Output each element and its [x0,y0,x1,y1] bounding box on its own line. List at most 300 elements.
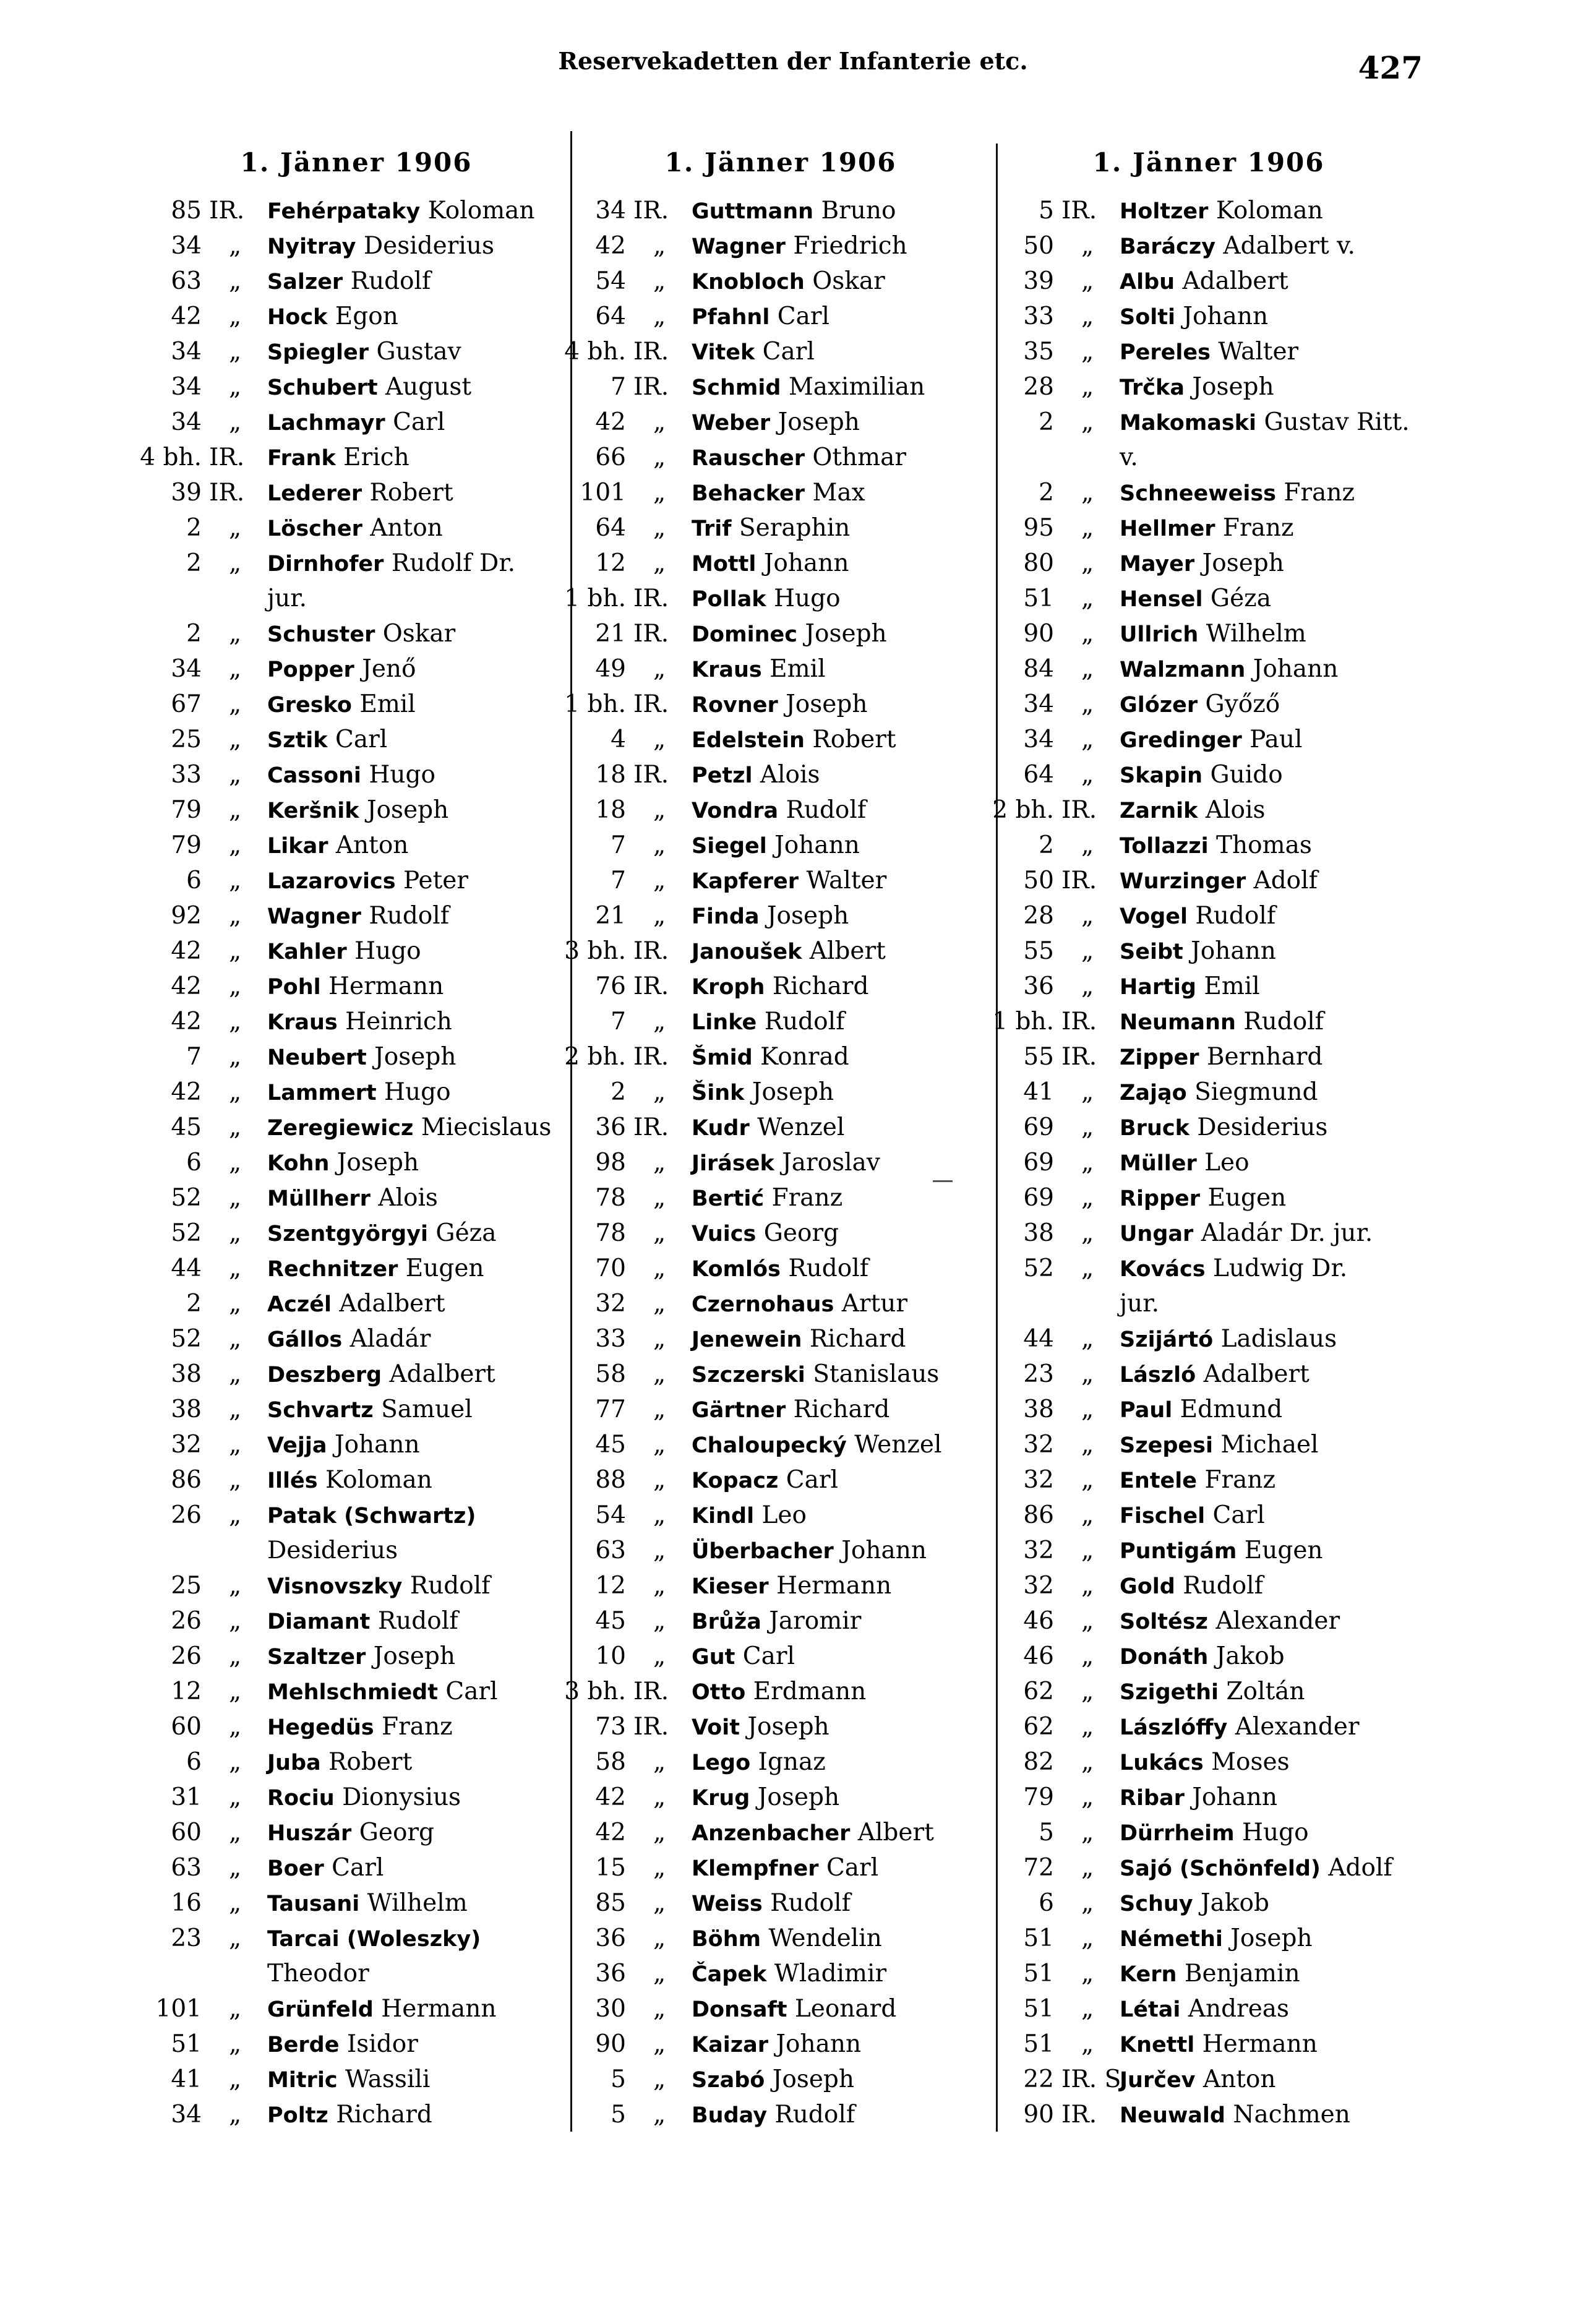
surname: Kopacz [692,1469,779,1493]
given-name: Desiderius [1197,1113,1328,1141]
surname: Czernohaus [692,1292,834,1317]
given-name: Siegmund [1194,1078,1318,1106]
ditto-mark: „ [229,761,242,789]
cadet-name [692,792,866,829]
given-name: Paul [1250,726,1303,753]
list-item [564,1180,997,1216]
entry-list [992,193,1425,2132]
unit-abbreviation: IR. [633,690,669,718]
ditto-mark: „ [1081,1113,1094,1141]
surname: Lászlóffy [1120,1715,1228,1740]
given-name: v. [1120,444,1138,471]
ditto-mark: „ [1081,302,1094,330]
list-item [992,1462,1425,1498]
unit-abbreviation: IR. [633,761,669,789]
ditto-mark: „ [653,1431,666,1459]
list-item [992,1180,1425,1216]
ditto-mark: „ [229,1254,242,1282]
ditto-mark: „ [653,1854,666,1882]
ditto-mark: „ [653,514,666,542]
surname: Kaizar [692,2033,768,2057]
given-name: Rudolf [350,267,431,295]
given-name: Gustav [376,338,461,366]
regiment-number: 50 [1023,867,1054,894]
ditto-mark: „ [1081,479,1094,507]
ditto-mark: „ [229,373,242,401]
unit-abbreviation: IR. [633,585,669,612]
surname: Entele [1120,1469,1198,1493]
list-item [992,1709,1425,1744]
surname: Wagner [267,904,361,929]
given-name: Carl [332,1854,384,1882]
regiment-number: 32 [1023,1537,1054,1564]
ditto-mark: „ [1081,585,1094,612]
list-item [992,1392,1425,1427]
regiment-number: 5 [1039,197,1054,225]
unit-abbreviation: IR. [633,197,669,225]
surname: Lukács [1120,1751,1204,1775]
regiment-number: 66 [595,444,626,471]
regiment-number: 3 bh. [564,937,626,965]
ditto-mark: „ [653,1960,666,1987]
regiment-number: 70 [595,1254,626,1282]
regiment-number: 23 [171,1924,202,1952]
regiment-number: 6 [186,1748,202,1776]
regiment-number: 52 [1023,1254,1054,1282]
list-item [564,299,997,334]
regiment-number: 54 [595,267,626,295]
surname: Hock [267,305,328,330]
regiment-number: 15 [595,1854,626,1882]
ditto-mark: „ [229,1819,242,1846]
surname: Visnovszky [267,1574,403,1599]
regiment-number: 50 [1023,232,1054,260]
cadet-name [692,1603,861,1640]
list-item [992,1921,1425,1956]
list-item [564,475,997,510]
given-name: Rudolf [770,1889,851,1917]
unit-abbreviation: IR. [633,338,669,366]
cadet-name [267,1180,438,1217]
list-item [992,898,1425,933]
cadet-name [267,1427,420,1464]
list-item [564,440,997,475]
ditto-mark: „ [653,2101,666,2129]
surname: Paul [1120,1398,1173,1423]
surname: Zająo [1120,1081,1187,1105]
cadet-name [692,369,925,406]
list-item [564,1110,997,1145]
list-item [140,1956,573,1991]
given-name: Othmar [812,444,907,471]
cadet-name [692,2026,861,2063]
surname: Mottl [692,552,757,577]
regiment-number: 7 [611,831,626,859]
ditto-mark: „ [1081,1889,1094,1917]
cadet-name [1120,651,1338,688]
surname: Vogel [1120,904,1188,929]
surname: Zarnik [1120,799,1198,823]
regiment-number: 2 [186,1290,202,1318]
list-item [564,1357,997,1392]
given-name: Joseph [374,1043,457,1071]
given-name: August [385,373,472,401]
cadet-name [692,2062,854,2098]
list-item [140,828,573,863]
cadet-name [267,581,307,616]
cadet-name [1120,1392,1282,1428]
surname: Löscher [267,517,362,541]
cadet-name [267,1568,491,1605]
given-name: Hugo [354,937,421,965]
ditto-mark: „ [653,1642,666,1670]
regiment-number: 30 [595,1995,626,2023]
list-item [140,1427,573,1462]
ditto-mark: „ [1081,1219,1094,1247]
surname: Fischel [1120,1504,1206,1529]
surname: Knobloch [692,270,805,294]
cadet-name [692,969,868,1005]
given-name: Joseph [1192,373,1274,401]
surname: Puntigám [1120,1539,1237,1564]
cadet-name [692,1110,844,1146]
cadet-name [267,722,387,758]
regiment-number: 5 [1039,1819,1054,1846]
cadet-name [692,1956,886,1992]
surname: Kraus [692,658,762,682]
given-name: Emil [1204,972,1260,1000]
given-name: Friedrich [793,232,907,260]
ditto-mark: „ [229,1466,242,1494]
regiment-number: 77 [595,1396,626,1423]
ditto-mark: „ [229,1360,242,1388]
surname: Keršnik [267,799,359,823]
cadet-name [267,1110,551,1146]
regiment-number: 51 [1023,1960,1054,1987]
given-name: Oskar [382,620,456,648]
regiment-number: 36 [595,1960,626,1987]
regiment-number: 26 [171,1607,202,1635]
cadet-name [267,1885,468,1922]
list-item [992,1110,1425,1145]
regiment-number: 44 [1023,1325,1054,1353]
regiment-number: 34 [171,408,202,436]
given-name: Wladimir [774,1960,887,1987]
surname: Hellmer [1120,517,1215,541]
given-name: Albert [857,1819,934,1846]
list-item [140,369,573,405]
cadet-name [1120,1251,1347,1287]
regiment-number: 55 [1023,1043,1054,1071]
regiment-number: 38 [1023,1219,1054,1247]
ditto-mark: „ [653,1149,666,1177]
surname: Šmid [692,1045,753,1070]
ditto-mark: „ [653,2065,666,2093]
regiment-number: 10 [595,1642,626,1670]
cadet-name [267,1498,476,1534]
cadet-name [1120,616,1306,653]
given-name: Egon [335,302,398,330]
cadet-name [692,828,860,864]
list-item [140,757,573,792]
regiment-number: 2 [186,514,202,542]
surname: Trif [692,517,732,541]
given-name: Rudolf Dr. [391,549,516,577]
regiment-number: 51 [1023,585,1054,612]
regiment-number: 34 [171,338,202,366]
regiment-number: 1 bh. [564,585,626,612]
given-name: Hugo [384,1078,451,1106]
surname: Skapin [1120,763,1203,788]
regiment-number: 86 [1023,1501,1054,1529]
regiment-number: 2 [611,1078,626,1106]
given-name: Desiderius [363,232,494,260]
cadet-name [267,1039,456,1076]
unit-abbreviation: IR. [633,620,669,648]
regiment-number: 34 [171,2101,202,2129]
given-name: Wilhelm [1206,620,1306,648]
regiment-number: 51 [1023,2030,1054,2058]
cadet-name [267,1216,496,1252]
given-name: Johann [776,2030,862,2058]
surname: Albu [1120,270,1175,294]
given-name: Bernhard [1206,1043,1323,1071]
cadet-name [267,1921,481,1957]
surname: Hegedüs [267,1715,374,1740]
list-item [140,1780,573,1815]
surname: Szaltzer [267,1645,366,1670]
surname: László [1120,1363,1196,1387]
cadet-name [692,1850,878,1887]
list-item [564,1744,997,1780]
list-item [992,581,1425,616]
regiment-number: 21 [595,902,626,930]
ditto-mark: „ [229,1431,242,1459]
cadet-name [267,1850,384,1887]
surname: Poltz [267,2103,328,2128]
regiment-number: 22 [1023,2065,1054,2093]
list-item [992,1039,1425,1074]
regiment-number: 12 [171,1678,202,1705]
list-item [140,1850,573,1885]
cadet-name [692,1815,934,1851]
ditto-mark: „ [653,267,666,295]
given-name: Koloman [1215,197,1323,225]
given-name: Adalbert [339,1290,445,1318]
regiment-number: 63 [171,267,202,295]
list-item [140,1321,573,1357]
ditto-mark: „ [229,937,242,965]
list-item [564,405,997,440]
ditto-mark: „ [1081,1819,1094,1846]
surname: Zipper [1120,1045,1199,1070]
regiment-number: 25 [171,1572,202,1600]
given-name: Carl [777,302,829,330]
ditto-mark: „ [229,726,242,753]
list-item [992,369,1425,405]
regiment-number: 34 [1023,690,1054,718]
regiment-number: 69 [1023,1113,1054,1141]
list-item [564,722,997,757]
regiment-number: 44 [171,1254,202,1282]
list-item [564,2026,997,2062]
list-item [140,1674,573,1709]
ditto-mark: „ [1081,1149,1094,1177]
list-item [140,722,573,757]
list-item [992,828,1425,863]
given-name: Franz [771,1184,843,1212]
given-name: Moses [1211,1748,1290,1776]
page-number: 427 [1358,49,1423,86]
cadet-name [267,828,408,864]
list-item [140,1744,573,1780]
regiment-number: 42 [171,302,202,330]
given-name: Rudolf [369,902,450,930]
surname: Gállos [267,1327,343,1352]
unit-abbreviation: IR. [633,972,669,1000]
cadet-name [267,1286,445,1323]
ditto-mark: „ [229,1008,242,1036]
ditto-mark: „ [653,1078,666,1106]
ditto-mark: „ [229,408,242,436]
list-item [140,510,573,546]
surname: Brůža [692,1610,761,1634]
cadet-name [1120,1427,1319,1464]
cadet-name [267,687,416,723]
list-item [140,1533,573,1568]
given-name: Géza [435,1219,497,1247]
cadet-name [1120,1709,1360,1746]
regiment-number: 42 [595,232,626,260]
regiment-number: 45 [595,1431,626,1459]
cadet-name [1120,722,1303,758]
cadet-name [267,1956,369,1991]
ditto-mark: „ [1081,1572,1094,1600]
given-name: Emil [359,690,416,718]
cadet-name [692,2097,855,2133]
ditto-mark: „ [229,1501,242,1529]
regiment-number: 58 [595,1748,626,1776]
regiment-number: 38 [171,1396,202,1423]
ditto-mark: „ [229,1043,242,1071]
ditto-mark: „ [229,796,242,824]
regiment-number: 2 bh. [992,796,1054,824]
list-item [564,510,997,546]
given-name: Győző [1205,690,1280,718]
regiment-number: 4 bh. [564,338,626,366]
surname: Dirnhofer [267,552,384,577]
surname: Sajó (Schönfeld) [1120,1856,1321,1881]
regiment-number: 7 [186,1043,202,1071]
surname: Walzmann [1120,658,1246,682]
ditto-mark: „ [229,2101,242,2129]
given-name: Joseph [757,1783,840,1811]
cadet-name [1120,1286,1159,1321]
cadet-name [1120,1357,1310,1393]
regiment-number: 101 [155,1995,202,2023]
regiment-number: 42 [171,1078,202,1106]
given-name: Rudolf [774,2101,855,2129]
given-name: Joseph [786,690,868,718]
given-name: Alexander [1235,1713,1360,1741]
ditto-mark: „ [1081,620,1094,648]
cadet-name [267,1145,419,1181]
regiment-number: 45 [595,1607,626,1635]
unit-abbreviation: IR. [209,197,245,225]
regiment-number: 26 [171,1642,202,1670]
list-item [992,1885,1425,1921]
ditto-mark: „ [653,1290,666,1318]
list-item [992,299,1425,334]
ditto-mark: „ [229,1149,242,1177]
cadet-name [1120,1110,1327,1146]
ditto-mark: „ [1081,1537,1094,1564]
list-item [140,863,573,898]
given-name: Michael [1220,1431,1319,1459]
cadet-name [1120,1921,1313,1957]
cadet-name [267,1603,458,1640]
surname: Tausani [267,1892,360,1916]
given-name: Jakob [1215,1642,1285,1670]
ditto-mark: „ [653,1537,666,1564]
regiment-number: 42 [595,408,626,436]
regiment-number: 28 [1023,902,1054,930]
ditto-mark: „ [229,1713,242,1741]
ditto-mark: „ [1081,1431,1094,1459]
ditto-mark: „ [229,1572,242,1600]
regiment-number: 41 [1023,1078,1054,1106]
given-name: Franz [1204,1466,1276,1494]
cadet-name [1120,1145,1250,1181]
given-name: Alois [1205,796,1266,824]
ditto-mark: „ [1081,937,1094,965]
list-item [564,1674,997,1709]
regiment-number: 90 [595,2030,626,2058]
given-name: Bruno [821,197,896,225]
list-item [992,1286,1425,1321]
given-name: Joseph [373,1642,455,1670]
regiment-number: 67 [171,690,202,718]
list-item [564,898,997,933]
regiment-number: 78 [595,1219,626,1247]
surname: Chaloupecký [692,1433,847,1458]
surname: Anzenbacher [692,1821,851,1846]
surname: Lederer [267,481,362,506]
regiment-number: 33 [1023,302,1054,330]
given-name: Hugo [774,585,841,612]
surname: Salzer [267,270,343,294]
list-item [992,405,1425,440]
regiment-number: 60 [171,1713,202,1741]
cadet-name [1120,2062,1275,2098]
surname: Berde [267,2033,340,2057]
list-item [140,1145,573,1180]
list-item [140,299,573,334]
given-name: Hermann [1202,2030,1318,2058]
given-name: Artur [841,1290,907,1318]
list-item [140,1180,573,1216]
given-name: Oskar [812,267,885,295]
regiment-number: 31 [171,1783,202,1811]
cadet-name [267,933,421,970]
cadet-name [1120,1603,1340,1640]
column-heading: 1. Jänner 1906 [664,147,897,178]
regiment-number: 4 [611,726,626,753]
ditto-mark: „ [1081,1078,1094,1106]
list-item [140,228,573,264]
regiment-number: 76 [595,972,626,1000]
surname: Mehlschmiedt [267,1680,438,1705]
